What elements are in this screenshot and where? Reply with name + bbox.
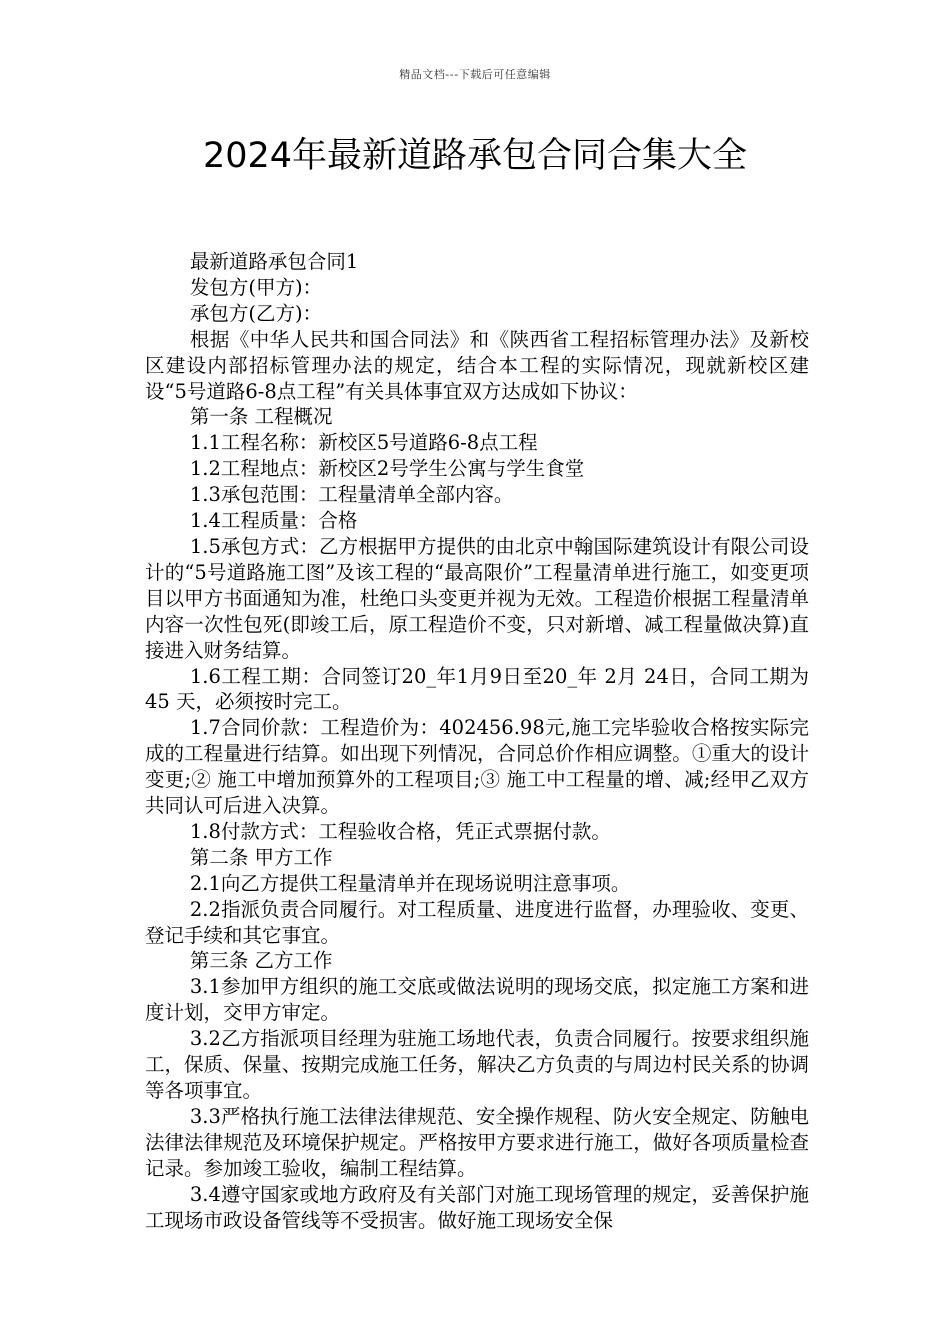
clause-1-8: 1.8付款方式：工程验收合格，凭正式票据付款。 [189,819,611,843]
clause-3-3: 3.3严格执行施工法律法律规范、安全操作规程、防火安全规定、防触电法律法律规范及环境保护规定。严格按甲方要求进行施工，做好各项质量检查记录。参加竣工验收，编制工程结算。 [145,1104,809,1180]
clause-3-1: 3.1参加甲方组织的施工交底或做法说明的现场交底，拟定施工方案和进度计划，交甲方审定。 [145,975,809,1025]
contract-heading: 最新道路承包合同1 [189,250,359,273]
clause-3-2: 3.2乙方指派项目经理为驻施工场地代表，负责合同履行。按要求组织施工，保质、保量、按期完成施工任务，解决乙方负责的与周边村民关系的协调等各项事宜。 [145,1027,809,1102]
preamble-paragraph: 根据《中华人民共和国合同法》和《陕西省工程招标管理办法》及新校区建设内部招标管理办法的规定，结合本工程的实际情况，现就新校区建设“5号道路6-8点工程”有关具体事宜双方达成如下协议： [145,327,809,403]
clause-1-7: 1.7合同价款：工程造价为：402456.98元,施工完毕验收合格按实际完成的工程量进行结算。如出现下列情况，合同总价作相应调整。①重大的设计变更;② 施工中增加预算外的工程项目;③ 施工中工程量的增、减;经甲乙双方共同认可后进入决算。 [145,716,809,818]
clause-1-3: 1.3承包范围：工程量清单全部内容。 [189,483,514,507]
clause-2-2: 2.2指派负责合同履行。对工程质量、进度进行监督，办理验收、变更、登记手续和其它事宜。 [145,897,809,947]
article-1-heading: 第一条 工程概况 [189,405,333,429]
clause-1-6: 1.6工程工期：合同签订20_年1月9日至20_年 2月 24日，合同工期为 45 天，必须按时完工。 [145,664,809,714]
clause-1-1: 1.1工程名称：新校区5号道路6-8点工程 [189,431,538,455]
party-b-line: 承包方(乙方)： [189,301,323,325]
document-body [145,249,809,1233]
article-3-heading: 第三条 乙方工作 [189,949,333,973]
header-watermark: 精品文档---下载后可任意编辑 [399,68,551,81]
clause-2-1: 2.1向乙方提供工程量清单并在现场说明注意事项。 [189,871,631,895]
clause-1-2: 1.2工程地点：新校区2号学生公寓与学生食堂 [189,457,585,481]
clause-1-5: 1.5承包方式：乙方根据甲方提供的由北京中翰国际建筑设计有限公司设计的“5号道路施工图”及该工程的“最高限价”工程量清单进行施工，如变更项目以甲方书面通知为准，杜绝口头变更并视为无效。工程造价根据工程量清单内容一次性包死(即竣工后，原工程造价不变，只对新增、减工程量做决算)直接进入财务结算。 [145,534,809,662]
clause-3-4: 3.4遵守国家或地方政府及有关部门对施工现场管理的规定，妥善保护施工现场市政设备管线等不受损害。做好施工现场安全保 [145,1182,809,1232]
party-a-line: 发包方(甲方)： [189,275,323,299]
document-title: 2024年最新道路承包合同合集大全 [202,136,748,176]
article-2-heading: 第二条 甲方工作 [189,845,333,869]
clause-1-4: 1.4工程质量：合格 [189,509,358,533]
